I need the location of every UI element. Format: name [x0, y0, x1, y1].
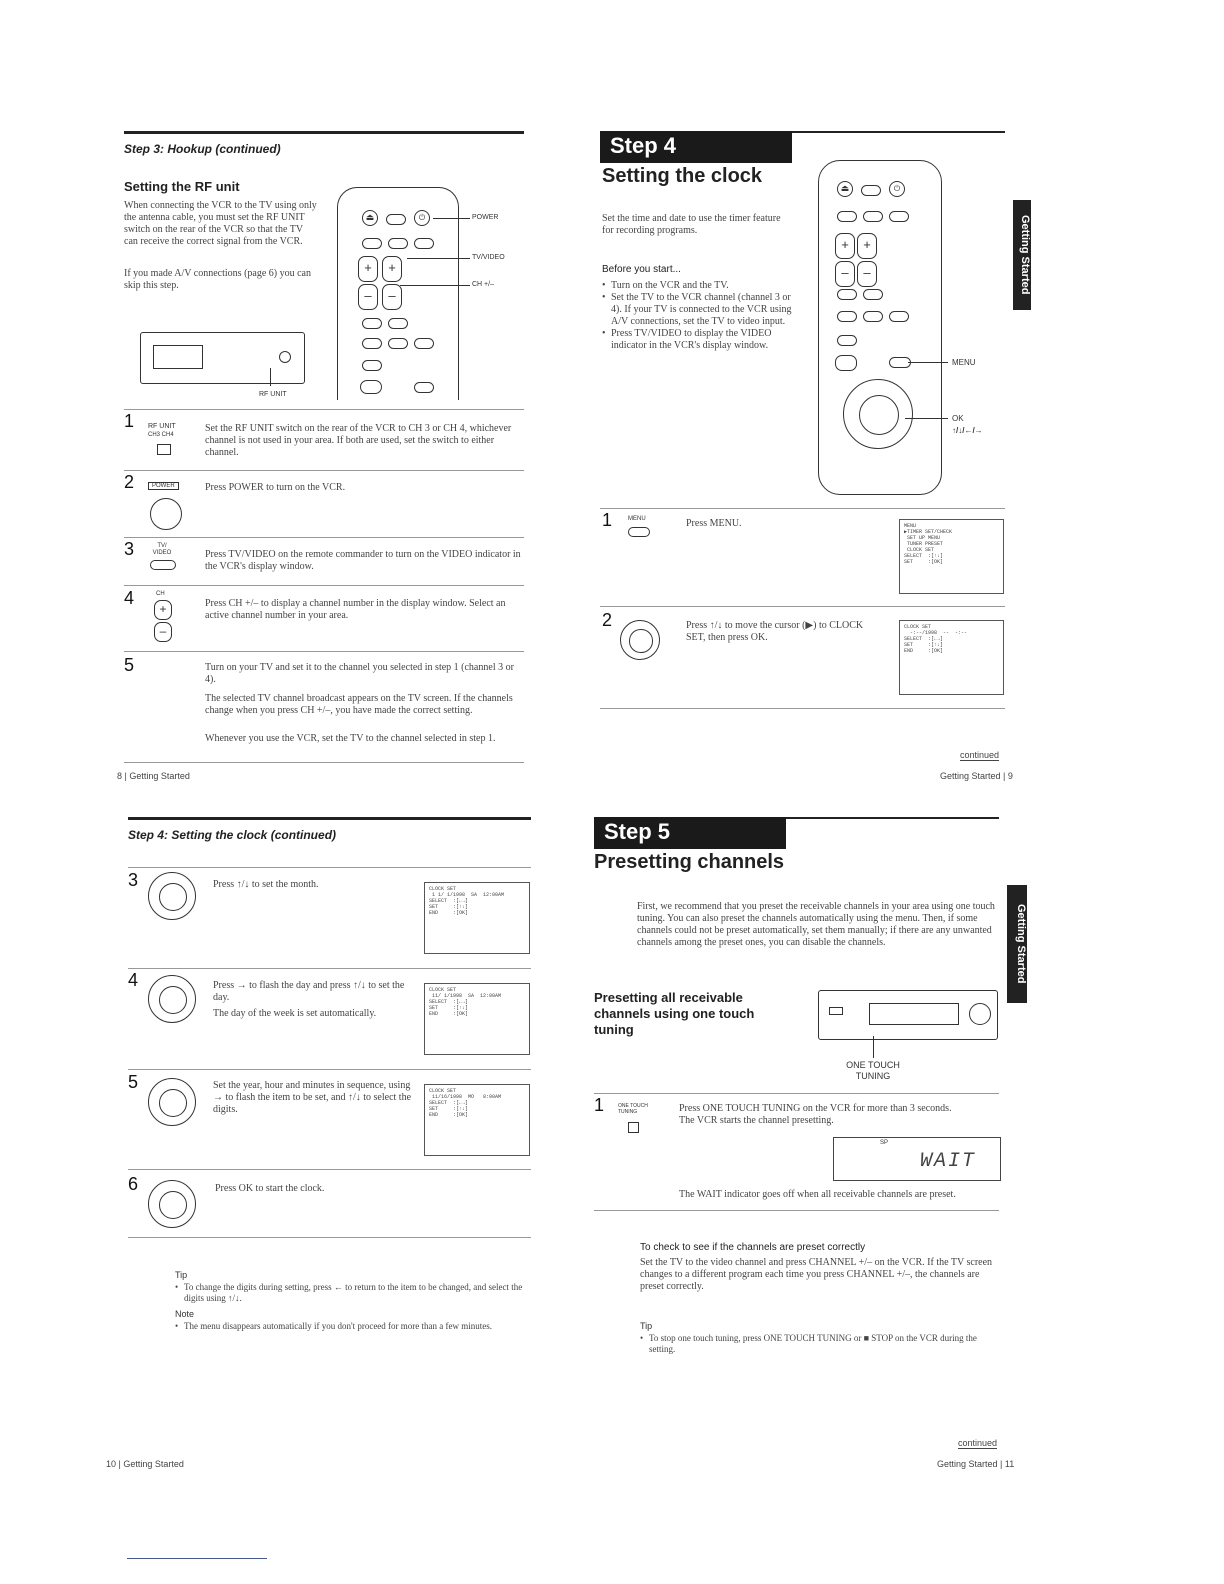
page-title: Setting the clock	[602, 165, 763, 187]
step-text: Press POWER to turn on the VCR.	[205, 482, 346, 493]
section-tab: Getting Started	[1013, 200, 1031, 310]
one-touch-icon-label: ONE TOUCH TUNING	[618, 1103, 648, 1115]
screen-line: CLOCK SET	[904, 547, 935, 553]
list-item: • Press TV/VIDEO to display the VIDEO indicator in the VCR's display window.	[602, 328, 797, 352]
note-list	[175, 1321, 525, 1332]
divider	[594, 1210, 999, 1211]
callout-line	[873, 1036, 874, 1058]
list-item: • The menu disappears automatically if you don't proceed for more than a few minutes.	[175, 1321, 525, 1332]
page-footer: 8 | Getting Started	[117, 771, 190, 781]
ch-plus-icon: +	[382, 256, 402, 282]
section-tab: Getting Started	[1007, 885, 1027, 1003]
header-rule	[128, 817, 531, 820]
screen-line: CLOCK SET	[429, 1088, 457, 1094]
step-text: Press MENU.	[686, 518, 742, 529]
remote-button	[837, 335, 857, 346]
step-number: 1	[124, 411, 135, 431]
remote-button	[414, 382, 434, 393]
step-badge: Step 5	[594, 817, 786, 849]
tip-label: Tip	[175, 1270, 188, 1280]
ok-label: OK	[952, 414, 964, 423]
callout-line	[400, 285, 470, 286]
screen-line: ▶TIMER SET/CHECK	[904, 529, 953, 535]
page-footer: Getting Started | 11	[937, 1459, 1015, 1469]
step-text: Press TV/VIDEO on the remote commander to turn on the VIDEO indicator in the VCR's display window.	[205, 549, 521, 572]
minus-icon: –	[835, 261, 855, 287]
divider	[128, 1237, 531, 1238]
page-header: Step 4: Setting the clock (continued)	[128, 828, 337, 842]
clock-set-screen	[424, 1084, 530, 1156]
step-text: Press → to flash the day and press ↑/↓ to set the day.	[213, 980, 405, 1003]
screen-line: SET :[↑↓]	[429, 1005, 469, 1011]
step-text-2: The day of the week is set automatically.	[213, 1008, 377, 1019]
minus-icon: –	[358, 284, 378, 310]
page-footer: 10 | Getting Started	[106, 1459, 184, 1469]
ch-minus-icon: –	[154, 622, 172, 642]
menu-label: MENU	[952, 358, 976, 367]
screen-line: SELECT :[↑↓]	[904, 553, 944, 559]
divider	[124, 651, 524, 652]
screen-line: CLOCK SET	[904, 624, 932, 630]
page-title: Presetting channels	[594, 851, 785, 873]
joystick-icon	[843, 379, 913, 449]
intro-text: First, we recommend that you preset the receivable channels in your area using one touch tuning. You can also preset the channels automatically using the menu. Then, if some channels could not be preset automatically, set them manually; if there are any unwanted channels among the preset ones, you can disable the channels.	[637, 901, 995, 948]
menu-icon-label: MENU	[628, 516, 646, 522]
rf-unit-icon-label: RF UNIT	[148, 423, 176, 430]
screen-line: MENU	[904, 523, 917, 529]
step-text-2: The selected TV channel broadcast appears on the TV screen. If the channels change when you press CH +/–, you have made the correct setting.	[205, 693, 513, 716]
screen-line: END :[OK]	[904, 648, 944, 654]
joystick-icon	[148, 1180, 196, 1228]
divider	[128, 1169, 531, 1170]
ch-plus-icon: +	[154, 600, 172, 620]
ch-icon-label: CH	[156, 591, 165, 597]
screen-line: TUNER PRESET	[904, 541, 944, 547]
remote-button	[414, 338, 434, 349]
divider	[124, 409, 524, 410]
screen-line: SELECT :[←→]	[429, 1100, 469, 1106]
rfunit-label: RF UNIT	[259, 391, 287, 398]
power-button-icon	[150, 498, 182, 530]
remote-button	[889, 211, 909, 222]
step-number: 1	[602, 510, 613, 530]
screen-line: CLOCK SET	[429, 886, 457, 892]
divider	[128, 867, 531, 868]
step-number: 4	[124, 588, 135, 608]
divider	[128, 1069, 531, 1070]
divider	[600, 708, 1005, 709]
step-text-3: Whenever you use the VCR, set the TV to the channel selected in step 1.	[205, 733, 496, 744]
screen-line: CLOCK SET	[429, 987, 457, 993]
remote-button	[837, 311, 857, 322]
ch-minus-icon: –	[382, 284, 402, 310]
tip-label: Tip	[640, 1321, 653, 1331]
tvvideo-button	[388, 238, 408, 249]
menu-button-icon	[628, 527, 650, 537]
screen-line: END :[OK]	[429, 1011, 469, 1017]
remote-button	[837, 289, 857, 300]
vcr-rear-illustration	[140, 332, 305, 384]
tip-list	[640, 1333, 990, 1355]
list-item: • Set the TV to the VCR channel (channel 3 or 4). If your TV is connected to the VCR using A/V connections, set the TV to video input.	[602, 292, 797, 328]
power-icon-label: POWER	[148, 482, 179, 490]
intro-text-2: If you made A/V connections (page 6) you can skip this step.	[124, 268, 311, 291]
wait-indicator: WAIT	[920, 1150, 977, 1173]
remote-button	[861, 185, 881, 196]
page-footer: Getting Started | 9	[940, 771, 1013, 781]
menu-screen	[899, 519, 1004, 594]
remote-button	[863, 211, 883, 222]
check-heading: To check to see if the channels are preset correctly	[640, 1242, 866, 1253]
plus-icon: +	[835, 233, 855, 259]
remote-button	[837, 211, 857, 222]
screen-line: END :[OK]	[429, 1112, 469, 1118]
screen-line: -:--/1998 -- -:--	[904, 630, 968, 636]
eject-icon: ⏏	[362, 210, 378, 226]
remote-button	[835, 355, 857, 371]
remote-button	[388, 338, 408, 349]
screen-line: SET :[↑↓]	[429, 904, 469, 910]
page-edge-line	[127, 1558, 267, 1559]
step-text-2: The VCR starts the channel presetting.	[679, 1115, 834, 1126]
cassette-slot	[869, 1003, 959, 1025]
sp-indicator: SP	[880, 1140, 889, 1146]
screen-line: END :[OK]	[429, 910, 469, 916]
screen-line: SELECT :[←→]	[429, 999, 469, 1005]
list-item: • Turn on the VCR and the TV.	[602, 280, 797, 292]
divider	[600, 508, 1005, 509]
jog-dial-icon	[969, 1003, 991, 1025]
divider	[128, 968, 531, 969]
divider	[594, 1093, 999, 1094]
step-text: Press ↑/↓ to move the cursor (▶) to CLOCK SET, then press OK.	[686, 620, 864, 643]
joystick-icon	[620, 620, 660, 660]
screen-line: 11/ 1/1998 SA 12:00AM	[429, 993, 502, 999]
remote-button	[414, 238, 434, 249]
continued-label: continued	[960, 750, 1000, 760]
continued-label: continued	[958, 1438, 998, 1448]
clock-set-screen	[424, 983, 530, 1055]
power-icon: ⏻	[889, 181, 905, 197]
callout-line	[433, 218, 470, 219]
tvvideo-label: TV/VIDEO	[472, 254, 505, 261]
eject-icon: ⏏	[837, 181, 853, 197]
divider	[124, 762, 524, 763]
remote-button	[863, 311, 883, 322]
section-title: Setting the RF unit	[124, 179, 240, 194]
divider	[600, 606, 1005, 607]
power-label: POWER	[472, 214, 499, 221]
step-number: 2	[602, 610, 613, 630]
divider	[124, 470, 524, 471]
list-item: • To stop one touch tuning, press ONE TOUCH TUNING or ■ STOP on the VCR during the setting.	[640, 1333, 990, 1355]
callout-line	[407, 258, 470, 259]
plus-icon: +	[857, 233, 877, 259]
screen-line: SET :[↑↓]	[429, 1106, 469, 1112]
callout-line	[905, 418, 948, 419]
clock-set-screen	[424, 882, 530, 954]
header-rule	[124, 131, 524, 134]
joystick-icon	[148, 872, 196, 920]
step-text: Turn on your TV and set it to the channel you selected in step 1 (channel 3 or 4).	[205, 662, 514, 685]
step-number: 1	[594, 1095, 605, 1115]
step-text: Press ↑/↓ to set the month.	[213, 879, 319, 890]
screen-line: 11/16/1998 MO 8:00AM	[429, 1094, 502, 1100]
tvvideo-icon-label: TV/ VIDEO	[152, 543, 172, 556]
step-text: Set the RF UNIT switch on the rear of the VCR to CH 3 or CH 4, whichever channel is not used in your area. If both are used, set the switch to either channel.	[205, 423, 512, 458]
step-number: 4	[128, 970, 139, 990]
step-text: Press OK to start the clock.	[215, 1183, 325, 1194]
remote-illustration	[818, 160, 942, 495]
list-item: • To change the digits during setting, press ← to return to the item to be changed, and select the digits using ↑/↓.	[175, 1282, 525, 1304]
step-text: Press CH +/– to display a channel number in the display window. Select an active channel number in your area.	[205, 598, 506, 621]
screen-line: SET UP MENU	[904, 535, 941, 541]
step-number: 2	[124, 472, 135, 492]
remote-button	[360, 380, 382, 394]
ch-label: CH +/–	[472, 281, 494, 288]
arrows-label: ↑/↓/←/→	[952, 426, 983, 435]
joystick-icon	[148, 1078, 196, 1126]
remote-button	[386, 214, 406, 225]
remote-button	[889, 311, 909, 322]
divider	[124, 585, 524, 586]
screen-line: SET :[OK]	[904, 559, 944, 565]
remote-button	[388, 318, 408, 329]
vcr-front-illustration	[818, 990, 998, 1040]
step-number: 5	[128, 1072, 139, 1092]
page-header: Step 3: Hookup (continued)	[124, 142, 281, 156]
screen-line: SET :[↑↓]	[904, 642, 944, 648]
intro-text: Set the time and date to use the timer feature for recording programs.	[602, 213, 781, 236]
step-number: 6	[128, 1174, 139, 1194]
callout-line	[270, 368, 271, 386]
before-heading: Before you start...	[602, 264, 681, 275]
rf-connector-icon	[279, 351, 291, 363]
intro-text: When connecting the VCR to the TV using only the antenna cable, you must set the RF UNIT switch on the rear of the VCR so that the TV can receive the correct signal from the VCR.	[124, 200, 317, 247]
step-badge: Step 4	[600, 131, 792, 163]
check-text: Set the TV to the video channel and press CHANNEL +/– on the VCR. If the TV screen changes to a different program each time you press CHANNEL +/–, the channels are preset correctly.	[640, 1257, 993, 1292]
callout-line	[908, 362, 948, 363]
tvvideo-button-icon	[150, 560, 176, 570]
plus-icon: +	[358, 256, 378, 282]
screen-line: SELECT :[←→]	[904, 636, 944, 642]
minus-icon: –	[857, 261, 877, 287]
vcr-display	[833, 1137, 1001, 1181]
remote-button	[863, 289, 883, 300]
step-number: 3	[128, 870, 139, 890]
one-touch-label: ONE TOUCH TUNING	[846, 1060, 900, 1081]
switch-icon	[157, 444, 171, 455]
step-text-3: The WAIT indicator goes off when all receivable channels are preset.	[679, 1189, 956, 1200]
remote-button	[362, 360, 382, 371]
subsection-title: Presetting all receivable channels using one touch tuning	[594, 990, 755, 1037]
joystick-icon	[148, 975, 196, 1023]
remote-button	[362, 238, 382, 249]
divider	[124, 537, 524, 538]
step-number: 5	[124, 655, 135, 675]
remote-button	[362, 338, 382, 349]
tip-list	[175, 1282, 525, 1304]
remote-button	[362, 318, 382, 329]
before-list	[602, 280, 797, 352]
screen-line: 1 1/ 1/1998 SA 12:00AM	[429, 892, 505, 898]
step-text: Set the year, hour and minutes in sequence, using → to flash the item to be set, and ↑/↓ to select the digits.	[213, 1080, 412, 1115]
step-number: 3	[124, 539, 135, 559]
note-label: Note	[175, 1309, 195, 1319]
clock-set-screen	[899, 620, 1004, 695]
vcr-panel	[153, 345, 203, 369]
power-icon: ⏻	[414, 210, 430, 226]
screen-line: SELECT :[←→]	[429, 898, 469, 904]
one-touch-button-icon	[628, 1122, 639, 1133]
vcr-button	[829, 1007, 843, 1015]
rf-unit-icon-sub: CH3 CH4	[148, 432, 174, 438]
step-text: Press ONE TOUCH TUNING on the VCR for more than 3 seconds.	[679, 1103, 952, 1114]
